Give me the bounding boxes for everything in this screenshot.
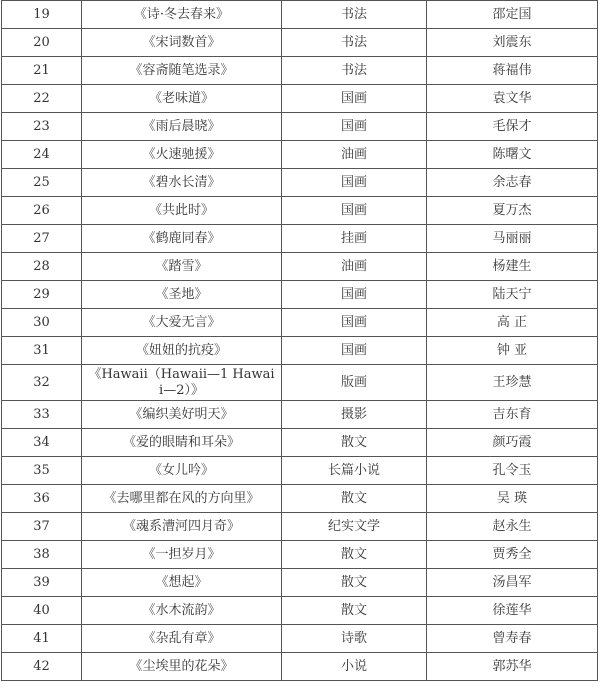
row-number: 27 (2, 225, 82, 253)
work-category: 散文 (282, 429, 427, 457)
table-row (2, 309, 598, 337)
work-category: 国画 (282, 197, 427, 225)
work-author: 颜巧霞 (427, 429, 598, 457)
table-row (2, 513, 598, 541)
work-title: 《鹤鹿同春》 (82, 225, 282, 253)
work-title: 《共此时》 (82, 197, 282, 225)
work-title: 《火速驰援》 (82, 141, 282, 169)
work-category: 长篇小说 (282, 457, 427, 485)
table-row (2, 429, 598, 457)
row-number: 23 (2, 113, 82, 141)
table-row (2, 401, 598, 429)
row-number: 34 (2, 429, 82, 457)
work-author: 钟 亚 (427, 337, 598, 365)
row-number: 19 (2, 1, 82, 29)
work-category: 散文 (282, 541, 427, 569)
table-row (2, 653, 598, 681)
work-author: 毛保才 (427, 113, 598, 141)
table-row (2, 141, 598, 169)
work-author: 贾秀全 (427, 541, 598, 569)
work-category: 油画 (282, 141, 427, 169)
work-author: 余志春 (427, 169, 598, 197)
row-number: 35 (2, 457, 82, 485)
table-row (2, 337, 598, 365)
work-title: 《容斋随笔选录》 (82, 57, 282, 85)
work-title: 《一担岁月》 (82, 541, 282, 569)
work-author: 夏万杰 (427, 197, 598, 225)
row-number: 24 (2, 141, 82, 169)
works-table-body (2, 1, 598, 681)
row-number: 42 (2, 653, 82, 681)
work-title: 《编织美好明天》 (82, 401, 282, 429)
row-number: 20 (2, 29, 82, 57)
row-number: 26 (2, 197, 82, 225)
work-title: 《雨后晨晓》 (82, 113, 282, 141)
work-category: 书法 (282, 1, 427, 29)
table-row (2, 57, 598, 85)
work-category: 油画 (282, 253, 427, 281)
work-author: 杨建生 (427, 253, 598, 281)
row-number: 32 (2, 365, 82, 401)
row-number: 41 (2, 625, 82, 653)
table-row (2, 365, 598, 401)
row-number: 33 (2, 401, 82, 429)
row-number: 36 (2, 485, 82, 513)
row-number: 29 (2, 281, 82, 309)
table-row (2, 197, 598, 225)
work-category: 纪实文学 (282, 513, 427, 541)
work-category: 国画 (282, 337, 427, 365)
work-category: 摄影 (282, 401, 427, 429)
work-title: 《女儿吟》 (82, 457, 282, 485)
work-category: 散文 (282, 597, 427, 625)
work-author: 郭苏华 (427, 653, 598, 681)
work-title: 《想起》 (82, 569, 282, 597)
table-row (2, 29, 598, 57)
work-category: 散文 (282, 485, 427, 513)
work-title-cell (82, 365, 282, 401)
table-row (2, 113, 598, 141)
work-category: 版画 (282, 365, 427, 401)
work-title: 《老味道》 (82, 85, 282, 113)
row-number: 28 (2, 253, 82, 281)
work-author: 邵定国 (427, 1, 598, 29)
row-number: 39 (2, 569, 82, 597)
table-row (2, 169, 598, 197)
work-author: 蒋福伟 (427, 57, 598, 85)
table-row (2, 281, 598, 309)
table-row (2, 541, 598, 569)
table-row (2, 485, 598, 513)
row-number: 25 (2, 169, 82, 197)
work-category: 散文 (282, 569, 427, 597)
work-author: 汤昌军 (427, 569, 598, 597)
work-category: 国画 (282, 309, 427, 337)
work-title: 《圣地》 (82, 281, 282, 309)
row-number: 37 (2, 513, 82, 541)
work-title: 《去哪里都在风的方向里》 (82, 485, 282, 513)
work-author: 曾寿春 (427, 625, 598, 653)
table-row (2, 457, 598, 485)
table-row (2, 569, 598, 597)
work-category: 国画 (282, 113, 427, 141)
work-author: 陆天宁 (427, 281, 598, 309)
table-row (2, 225, 598, 253)
work-title: 《踏雪》 (82, 253, 282, 281)
work-title: 《大爱无言》 (82, 309, 282, 337)
work-author: 吴 瑛 (427, 485, 598, 513)
work-category: 小说 (282, 653, 427, 681)
table-row (2, 1, 598, 29)
work-title: 《爱的眼睛和耳朵》 (82, 429, 282, 457)
work-category: 国画 (282, 85, 427, 113)
work-title: 《魂系漕河四月奇》 (82, 513, 282, 541)
table-row (2, 597, 598, 625)
work-category: 书法 (282, 57, 427, 85)
work-author: 徐莲华 (427, 597, 598, 625)
work-title: 《宋词数首》 (82, 29, 282, 57)
work-category: 国画 (282, 281, 427, 309)
work-title: 《杂乱有章》 (82, 625, 282, 653)
work-author: 吉东育 (427, 401, 598, 429)
works-table (1, 0, 598, 681)
work-title: 《尘埃里的花朵》 (82, 653, 282, 681)
row-number: 30 (2, 309, 82, 337)
row-number: 40 (2, 597, 82, 625)
work-title: 《水木流韵》 (82, 597, 282, 625)
work-category: 挂画 (282, 225, 427, 253)
table-row (2, 625, 598, 653)
row-number: 31 (2, 337, 82, 365)
work-author: 马丽丽 (427, 225, 598, 253)
work-category: 书法 (282, 29, 427, 57)
work-author: 高 正 (427, 309, 598, 337)
row-number: 38 (2, 541, 82, 569)
work-author: 袁文华 (427, 85, 598, 113)
work-category: 诗歌 (282, 625, 427, 653)
work-author: 陈曙文 (427, 141, 598, 169)
work-title: 《诗·冬去春来》 (82, 1, 282, 29)
work-title: 《Hawaii（Hawaii—1 Hawaii—2）》 (88, 366, 275, 398)
table-row (2, 85, 598, 113)
row-number: 21 (2, 57, 82, 85)
work-category: 国画 (282, 169, 427, 197)
table-row (2, 253, 598, 281)
row-number: 22 (2, 85, 82, 113)
work-author: 孔令玉 (427, 457, 598, 485)
work-title: 《妞妞的抗疫》 (82, 337, 282, 365)
work-title: 《碧水长清》 (82, 169, 282, 197)
work-author: 刘震东 (427, 29, 598, 57)
work-author: 赵永生 (427, 513, 598, 541)
work-author: 王珍慧 (427, 365, 598, 401)
